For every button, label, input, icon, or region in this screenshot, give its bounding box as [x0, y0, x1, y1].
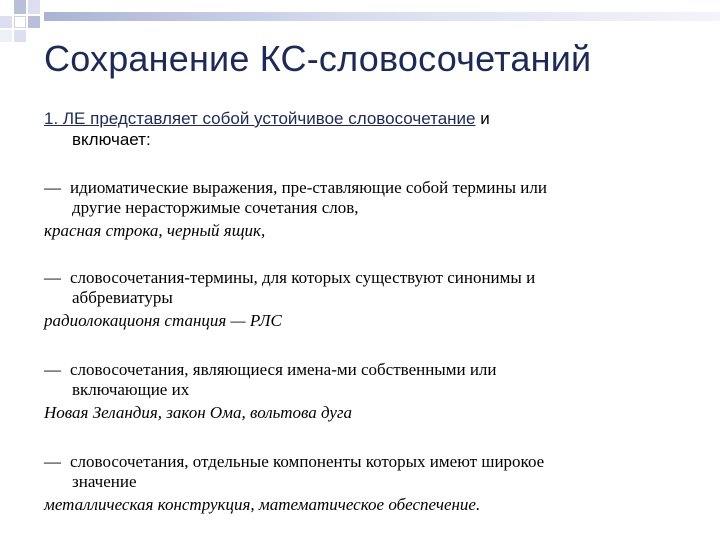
- decor-square: [14, 30, 26, 42]
- item-example: радиолокационя станция — РЛС: [44, 311, 282, 330]
- slide-title: Сохранение КС-словосочетаний: [44, 38, 592, 79]
- intro-paragraph: [44, 108, 684, 150]
- item-example: металлическая конструкция, математическое обеспечение.: [44, 495, 481, 514]
- item-text: словосочетания, отдельные компоненты которых имеют широкое: [70, 452, 545, 471]
- item-text: словосочетания, являющиеся имена-ми собственными или: [70, 360, 497, 379]
- item-text-cont: значение: [72, 472, 137, 491]
- item-example: Новая Зеландия, закон Ома, вольтова дуга: [44, 403, 353, 422]
- dash: —: [44, 268, 61, 287]
- dash: —: [44, 178, 61, 197]
- item-text-cont: другие нерасторжимые сочетания слов,: [72, 198, 359, 217]
- header-gradient-bar: [44, 12, 720, 21]
- list-item: [44, 360, 694, 423]
- item-text: словосочетания-термины, для которых существуют синонимы и: [70, 268, 536, 287]
- decor-square: [14, 0, 26, 14]
- decor-square: [0, 16, 12, 28]
- item-example: красная строка, черный ящик,: [44, 221, 266, 240]
- item-text: идиоматические выражения, пре-ставляющие собой термины или: [70, 178, 547, 197]
- decor-square: [14, 16, 26, 28]
- decor-square: [0, 30, 12, 42]
- dash: —: [44, 360, 61, 379]
- item-text-cont: включающие их: [72, 380, 190, 399]
- intro-second-line: включает:: [72, 130, 151, 149]
- item-text-cont: аббревиатуры: [72, 288, 173, 307]
- intro-lead: 1. ЛЕ представляет собой устойчивое словосочетание: [44, 109, 476, 128]
- list-item: [44, 178, 694, 241]
- decor-square: [28, 0, 40, 14]
- list-item: [44, 452, 694, 515]
- decor-square: [28, 16, 40, 28]
- dash: —: [44, 452, 61, 471]
- list-item: [44, 268, 694, 331]
- intro-rest: и: [475, 109, 490, 128]
